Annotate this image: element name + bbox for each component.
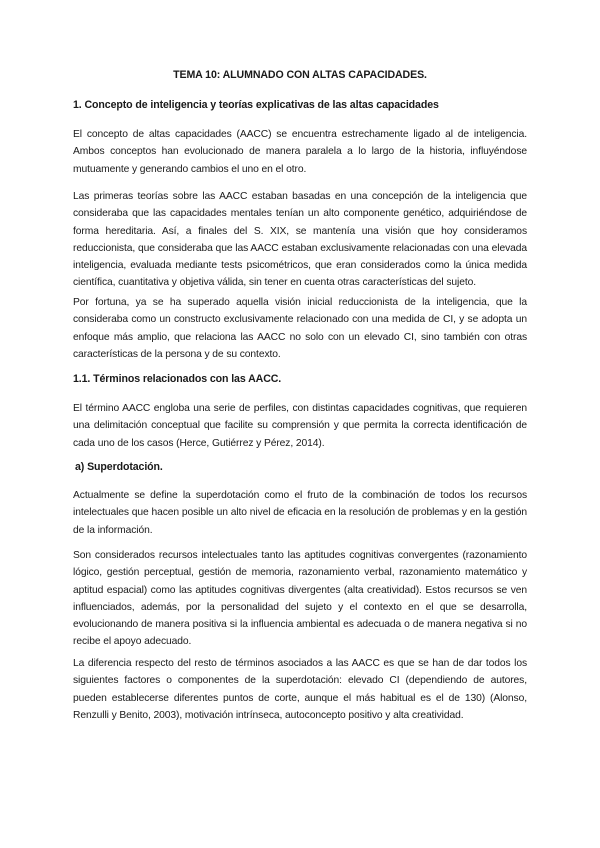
- section-1-heading: 1. Concepto de inteligencia y teorías explicativas de las altas capacidades: [73, 99, 439, 111]
- section-1-paragraph-2: Las primeras teorías sobre las AACC estaban basadas en una concepción de la inteligencia que consideraba que las capacidades mentales tenían un alto componente genético, adquiriéndose de forma hereditaria. Así, a finales del S. XIX, se mantenía una visión que hoy consideramos reduccionista, que consideraba que las AACC estaban exclusivamente relacionadas con una elevada inteligencia, evaluada mediante tests psicométricos, que eran considerados como la única medida científica, cuantitativa y objetiva válida, sin tener en cuenta otras características del sujeto.: [73, 191, 527, 289]
- document-title: TEMA 10: ALUMNADO CON ALTAS CAPACIDADES.: [173, 69, 427, 81]
- subsection-a-paragraph-1: Actualmente se define la superdotación como el fruto de la combinación de todos los recursos intelectuales que hacen posible un alto nivel de eficacia en la resolución de problemas y en la gestión de la información.: [73, 490, 527, 536]
- section-1-1-paragraph: El término AACC engloba una serie de perfiles, con distintas capacidades cognitivas, que requieren una delimitación conceptual que facilite su comprensión y que permita la correcta identificación de cada uno de los casos (Herce, Gutiérrez y Pérez, 2014).: [73, 403, 527, 449]
- section-1-paragraph-3: Por fortuna, ya se ha superado aquella visión inicial reduccionista de la inteligencia, que la consideraba como un constructo exclusivamente relacionado con una medida de CI, y se adopta un enfoque más amplio, que relaciona las AACC no solo con un elevado CI, sino también con otras características de la persona y de su contexto.: [73, 297, 527, 360]
- section-1-paragraph-1: El concepto de altas capacidades (AACC) se encuentra estrechamente ligado al de inteligencia. Ambos conceptos han evolucionado de manera paralela a lo largo de la historia, influyéndose mutuamente y generando cambios el uno en el otro.: [73, 129, 527, 175]
- subsection-a-paragraph-3: La diferencia respecto del resto de términos asociados a las AACC es que se han de dar todos los siguientes factores o componentes de la superdotación: elevado CI (dependiendo de autores, pueden establecerse diferentes puntos de corte, aunque el más habitual es el de 130) (Alonso, Renzulli y Benito, 2003), motivación intrínseca, autoconcepto positivo y alta creatividad.: [73, 658, 527, 721]
- subsection-a-paragraph-2: Son considerados recursos intelectuales tanto las aptitudes cognitivas convergentes (razonamiento lógico, gestión perceptual, gestión de memoria, razonamiento verbal, razonamiento matemático y aptitud espacial) como las aptitudes cognitivas divergentes (alta creatividad). Estos recursos se ven influenciados, además, por la personalidad del sujeto y el contexto en el que se desarrolla, evolucionando de manera positiva si la influencia ambiental es adecuada o de manera negativa si no recibe el apoyo adecuado.: [73, 550, 527, 648]
- section-1-1-heading: 1.1. Términos relacionados con las AACC.: [73, 373, 282, 385]
- subsection-a-heading: a) Superdotación.: [75, 461, 163, 473]
